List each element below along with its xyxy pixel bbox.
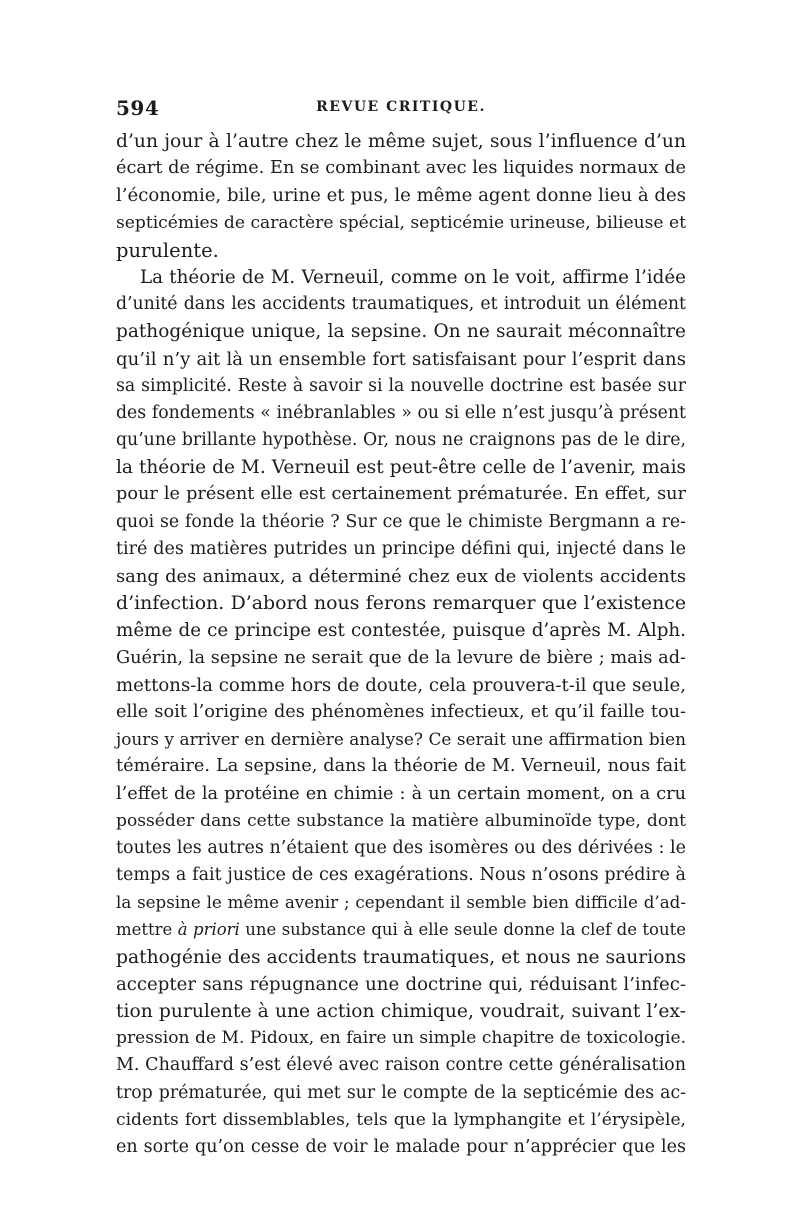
body-text	[116, 128, 686, 1161]
text-line: même de ce principe est contestée, puisque d’après M. Alph.	[116, 620, 686, 642]
text-line: tiré des matières putrides un principe défini qui, injecté dans le	[116, 538, 686, 559]
text-line: d’infection. D’abord nous ferons remarquer que l’existence	[116, 592, 686, 615]
text-fragment: une substance qui à elle seule donne la clef de toute	[239, 920, 686, 940]
text-line: en sorte qu’on cesse de voir le malade pour n’apprécier que les	[116, 1136, 686, 1157]
text-line: l’effet de la protéine en chimie : à un certain moment, on a cru	[116, 783, 686, 804]
text-line: cidents fort dissemblables, tels que la lymphangite et l’érysipèle,	[116, 1109, 686, 1130]
text-line: toutes les autres n’étaient que des isomères ou des dérivées : le	[116, 837, 686, 858]
text-line: sa simplicité. Reste à savoir si la nouvelle doctrine est basée sur	[116, 375, 686, 396]
page-number: 594	[116, 96, 160, 120]
text-line: sang des animaux, a déterminé chez eux de violents accidents	[116, 566, 686, 587]
text-line: l’économie, bile, urine et pus, le même agent donne lieu à des	[116, 185, 686, 207]
text-line: posséder dans cette substance la matière albuminoïde type, dont	[116, 810, 686, 831]
text-fragment: mettre	[116, 920, 178, 940]
text-line: qu’il n’y ait là un ensemble fort satisfaisant pour l’esprit dans	[116, 348, 686, 370]
text-line: temps a fait justice de ces exagérations. Nous n’osons prédire à	[116, 865, 686, 886]
text-line: pathogénique unique, la sepsine. On ne saurait méconnaître	[116, 321, 686, 343]
text-line: pression de M. Pidoux, en faire un simple chapitre de toxicologie.	[116, 1028, 686, 1049]
italic-phrase: à priori	[177, 920, 240, 940]
text-line: la théorie de M. Verneuil est peut-être celle de l’avenir, mais	[116, 457, 686, 479]
text-line: trop prématurée, qui met sur le compte de la septicémie des ac-	[116, 1082, 686, 1103]
text-line: pathogénie des accidents traumatiques, et nous ne saurions	[116, 946, 687, 968]
text-line: septicémies de caractère spécial, septicémie urineuse, bilieuse et	[116, 212, 686, 233]
text-line: d’un jour à l’autre chez le même sujet, sous l’influence d’un	[116, 131, 686, 152]
text-line: La théorie de M. Verneuil, comme on le voit, affirme l’idée	[140, 266, 686, 288]
text-line: téméraire. La sepsine, dans la théorie de M. Verneuil, nous fait	[116, 756, 686, 777]
text-line: purulente.	[116, 238, 219, 262]
text-line: pour le présent elle est certainement prématurée. En effet, sur	[116, 484, 686, 505]
text-line: qu’une brillante hypothèse. Or, nous ne craignons pas de le dire,	[116, 430, 686, 451]
text-line: jours y arriver en dernière analyse? Ce serait une affirmation bien	[116, 729, 686, 750]
text-line: quoi se fonde la théorie ? Sur ce que le chimiste Bergmann a re-	[116, 511, 686, 532]
text-line: elle soit l’origine des phénomènes infectieux, et qu’il faille tou-	[116, 701, 686, 722]
text-line: d’unité dans les accidents traumatiques, et introduit un élément	[116, 294, 686, 315]
text-line: écart de régime. En se combinant avec les liquides normaux de	[116, 158, 686, 179]
text-line: tion purulente à une action chimique, voudrait, suivant l’ex-	[116, 1001, 686, 1022]
text-line: la sepsine le même avenir ; cependant il semble bien difficile d’ad-	[116, 892, 686, 913]
text-line: mettons-la comme hors de doute, cela prouvera-t-il que seule,	[116, 674, 686, 696]
text-line: accepter sans répugnance une doctrine qui, réduisant l’infec-	[116, 973, 686, 995]
text-line: Guérin, la sepsine ne serait que de la levure de bière ; mais ad-	[116, 647, 686, 668]
running-title: REVUE CRITIQUE.	[316, 99, 486, 115]
text-line-with-italic	[116, 916, 686, 943]
text-line: M. Chauffard s’est élevé avec raison contre cette généralisation	[116, 1055, 686, 1076]
running-head	[116, 96, 686, 122]
text-line: des fondements « inébranlables » ou si elle n’est jusqu’à présent	[116, 402, 686, 423]
